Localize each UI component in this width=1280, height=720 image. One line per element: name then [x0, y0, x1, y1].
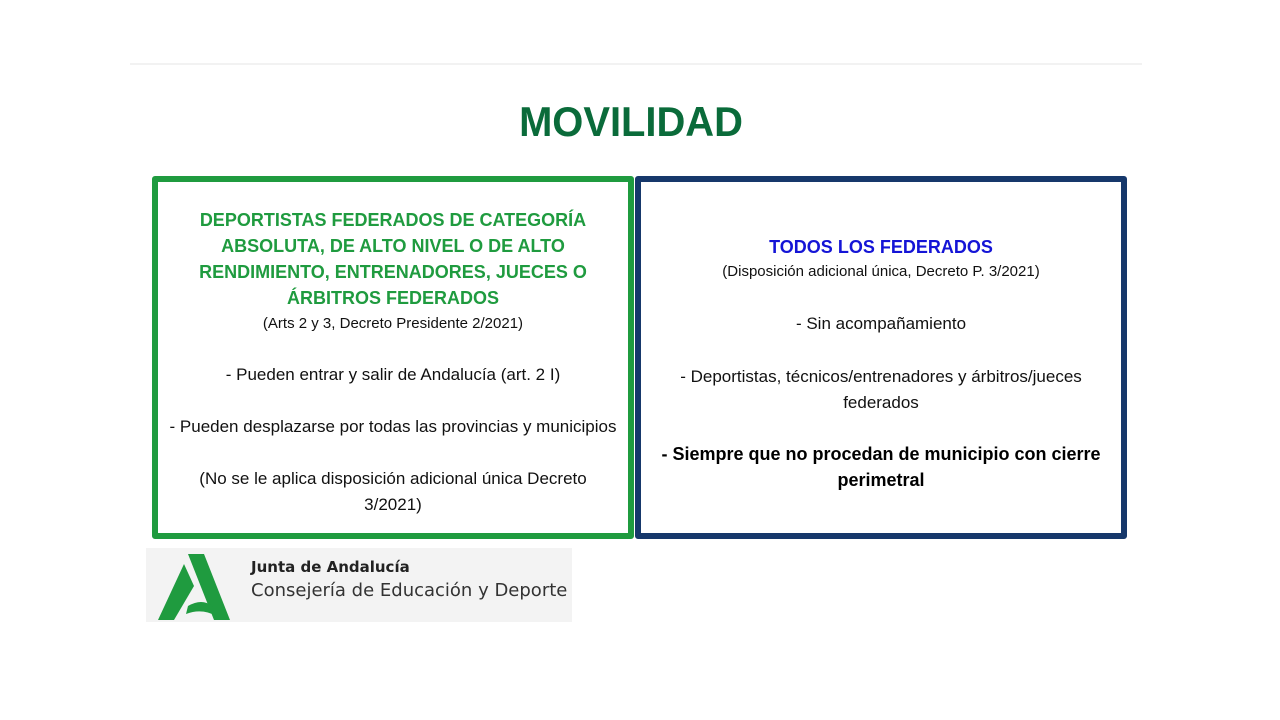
junta-andalucia-logo-icon [158, 552, 230, 620]
logo-line-1: Junta de Andalucía [251, 558, 410, 576]
right-box-reference: (Disposición adicional única, Decreto P. 3/2021) [722, 263, 1040, 280]
right-box-heading: TODOS LOS FEDERADOS [769, 237, 993, 257]
left-box-heading: DEPORTISTAS FEDERADOS DE CATEGORÍA ABSOLUTA, DE ALTO NIVEL O DE ALTO RENDIMIENTO, ENTRENADORES, JUECES O ÁRBITROS FEDERADOS [199, 210, 587, 308]
federated-elite-box [152, 176, 634, 539]
logo-line-2: Consejería de Educación y Deporte [251, 580, 568, 601]
left-box-reference: (Arts 2 y 3, Decreto Presidente 2/2021) [262, 315, 524, 332]
right-box-point-3: - Siempre que no procedan de municipio con cierre perimetral [661, 444, 1101, 490]
all-federated-box [635, 176, 1127, 539]
left-box-point-1: - Pueden entrar y salir de Andalucía (art. 2 I) [225, 365, 561, 384]
top-divider [130, 63, 1142, 65]
left-box-point-2: - Pueden desplazarse por todas las provincias y municipios [169, 417, 617, 436]
right-box-point-1: - Sin acompañamiento [795, 314, 967, 333]
page-title: MOVILIDAD [519, 98, 743, 145]
left-box-point-3: (No se le aplica disposición adicional única Decreto 3/2021) [199, 469, 587, 514]
right-box-point-2: - Deportistas, técnicos/entrenadores y árbitros/jueces federados [680, 367, 1082, 412]
junta-andalucia-logo [146, 548, 572, 622]
